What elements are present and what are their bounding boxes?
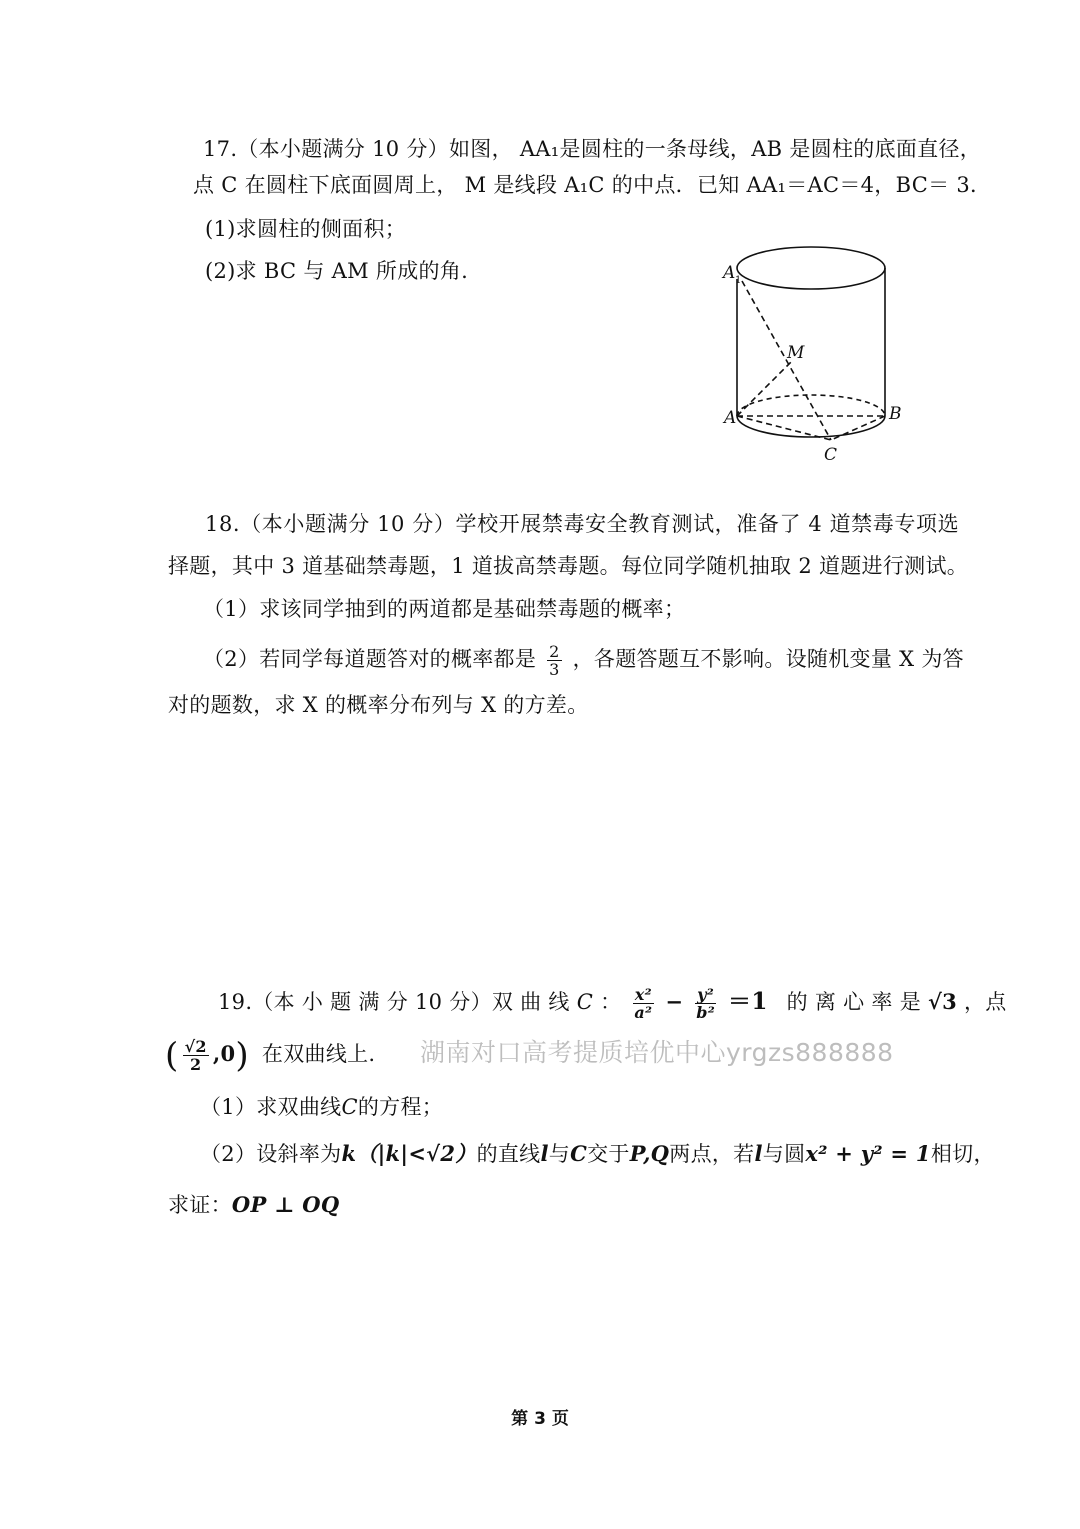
q19-on-curve-text: 在双曲线上.	[261, 1042, 376, 1066]
q19-intro: 19.（本 小 题 满 分 10 分）双 曲 线	[218, 990, 570, 1014]
q19-x-fraction	[632, 986, 654, 1021]
q19-statement-line1	[218, 986, 1007, 1030]
q19-equals-one: ＝1	[728, 988, 768, 1015]
q18-part1: （1）求该同学抽到的两道都是基础禁毒题的概率；	[203, 597, 686, 621]
segment-a-m	[737, 362, 791, 416]
q19-pt-rest: ,0	[212, 1041, 236, 1066]
q19-eccentricity-text: 的 离 心 率 是	[786, 990, 922, 1014]
label-b: B	[889, 404, 902, 424]
label-a1-sub: 1	[735, 275, 742, 286]
label-c: C	[824, 445, 838, 465]
q19-line-l: l	[540, 1141, 549, 1166]
q19-part2-text-c: 与	[548, 1142, 571, 1166]
q19-part2-text-e: 两点，若	[669, 1142, 755, 1166]
page-number: 第 3 页	[511, 1409, 569, 1429]
q18-statement-line2: 择题，其中 3 道基础禁毒题，1 道拔高禁毒题。每位同学随机抽取 2 道题进行测试。	[168, 554, 969, 578]
q19-colon: ：	[600, 990, 622, 1014]
q19-part1	[200, 1092, 443, 1122]
q19-right-paren: )	[235, 1035, 249, 1076]
q19-prove-statement: OP ⊥ OQ	[231, 1192, 340, 1217]
q19-left-paren: (	[165, 1035, 179, 1076]
q19-pt-den: 2	[189, 1055, 202, 1074]
q19-part2-text-a: （2）设斜率为	[200, 1142, 342, 1166]
q19-points-pq: P,Q	[629, 1141, 670, 1166]
q19-part2-text-b: 的直线	[476, 1142, 541, 1166]
cylinder-top-ellipse	[737, 247, 885, 289]
q19-x-den: a²	[634, 1003, 653, 1022]
cylinder-figure	[715, 238, 925, 470]
label-a1: A	[723, 263, 736, 283]
watermark: 湖南对口高考提质培优中心yrgzs888888	[420, 1038, 894, 1067]
q17-part1: (1)求圆柱的侧面积；	[205, 217, 407, 241]
label-a: A	[724, 408, 737, 428]
q19-part1-curve: C	[341, 1095, 358, 1119]
q19-prove-label: 求证：	[168, 1193, 232, 1217]
q19-curve-name: C	[576, 990, 594, 1014]
q19-pt-num: √2	[184, 1037, 207, 1056]
q19-line-l-2: l	[754, 1141, 763, 1166]
q18-frac-denominator: 3	[549, 660, 560, 679]
q17-part2: (2)求 BC 与 AM 所成的角.	[205, 259, 469, 283]
q19-slope-condition: k（|k|<√2）	[341, 1141, 477, 1166]
q19-part2-line2	[168, 1190, 339, 1220]
segment-b-c	[831, 416, 885, 440]
q19-part1-text-a: （1）求双曲线	[200, 1095, 342, 1119]
q18-statement-line1: 18.（本小题满分 10 分）学校开展禁毒安全教育测试，准备了 4 道禁毒专项选	[205, 512, 960, 536]
q17-statement-line1: 17.（本小题满分 10 分）如图， AA₁是圆柱的一条母线，AB 是圆柱的底面直径，	[203, 137, 982, 161]
q19-circle-eq: x² + y² = 1	[805, 1141, 931, 1166]
q19-statement-line2	[165, 1035, 376, 1082]
q19-part2	[200, 1139, 995, 1169]
q19-point-text: ，点	[964, 990, 1007, 1014]
q19-x-num: x²	[634, 985, 652, 1004]
q19-point-fraction	[183, 1038, 209, 1073]
q18-part2-text-b: ，各题答题互不影响。设随机变量 X 为答	[572, 647, 964, 671]
q18-part2-text-a: （2）若同学每道题答对的概率都是	[203, 647, 537, 671]
q19-sqrt3: √3	[928, 989, 958, 1014]
label-m: M	[787, 343, 805, 363]
q18-part2-line2: 对的题数，求 X 的概率分布列与 X 的方差。	[168, 693, 589, 717]
q19-part1-text-b: 的方程；	[357, 1095, 444, 1119]
q19-part2-text-g: 相切，	[930, 1142, 995, 1166]
q17-statement-line2: 点 C 在圆柱下底面圆周上， M 是线段 A₁C 的中点．已知 AA₁＝AC＝4，BC＝ 3．	[193, 173, 992, 197]
q19-y-den: b²	[696, 1003, 716, 1022]
q19-y-num: y²	[697, 985, 715, 1004]
q19-part2-curve: C	[570, 1141, 588, 1166]
q18-frac-numerator: 2	[549, 642, 560, 661]
q18-part2	[203, 643, 964, 679]
q18-probability-fraction	[547, 643, 561, 678]
q19-minus: −	[665, 989, 684, 1014]
q19-part2-text-f: 与圆	[762, 1142, 806, 1166]
q19-y-fraction	[694, 986, 717, 1021]
q19-part2-text-d: 交于	[587, 1142, 630, 1166]
